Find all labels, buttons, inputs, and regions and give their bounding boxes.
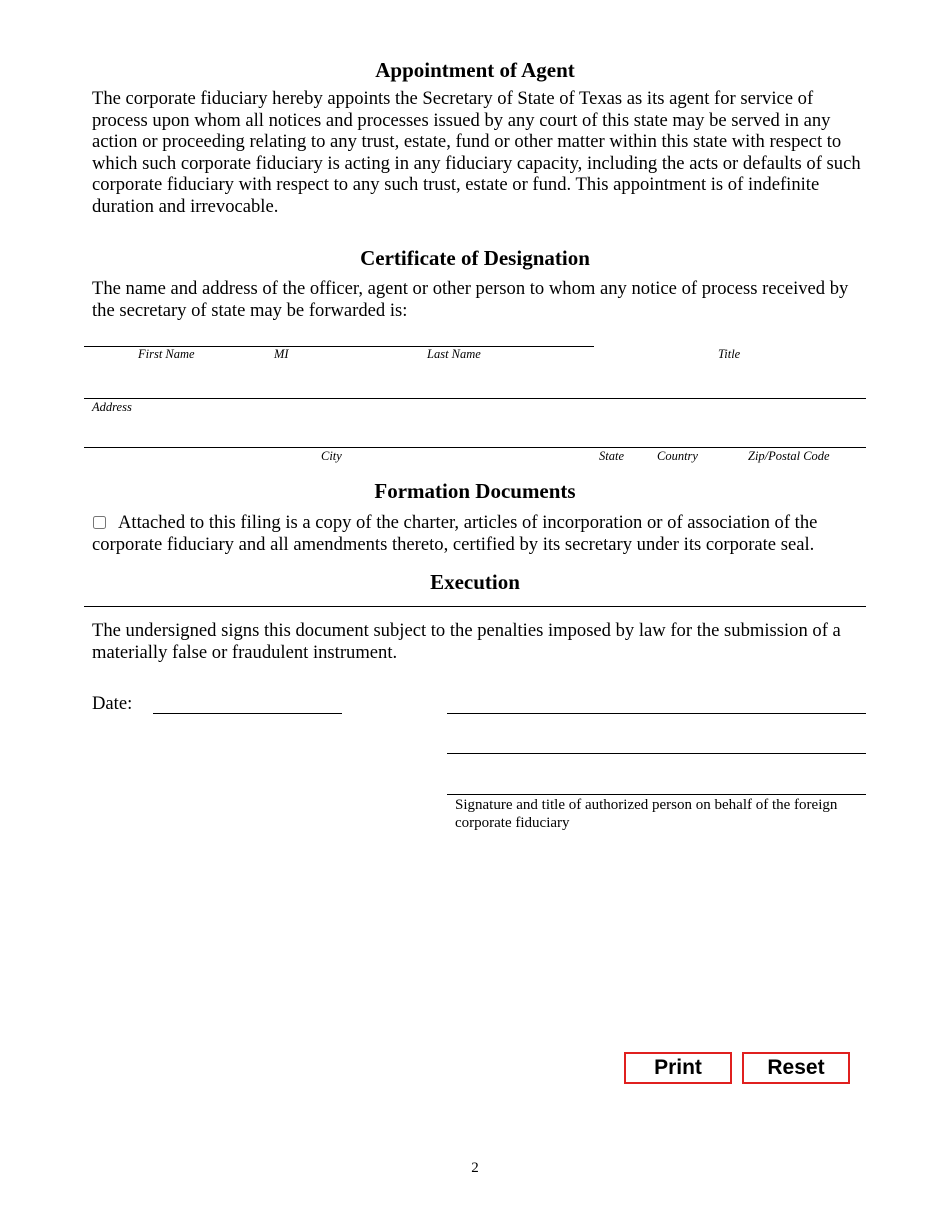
first-name-field[interactable] [86,326,264,344]
print-button[interactable]: Print [624,1052,732,1084]
signature-line-2 [447,753,866,754]
address-underline [84,398,866,399]
appointment-title: Appointment of Agent [375,58,575,82]
last-name-field[interactable] [310,326,598,344]
first-name-label: First Name [138,347,195,361]
date-label: Date: [92,693,133,714]
country-field[interactable] [646,427,740,445]
formation-title: Formation Documents [374,479,576,503]
mi-label: MI [274,347,289,361]
signature-caption: Signature and title of authorized person on behalf of the foreign corporate fiduciary [455,797,838,831]
city-field[interactable] [86,427,594,445]
designation-title: Certificate of Designation [360,246,590,270]
execution-divider [84,606,866,607]
zip-label: Zip/Postal Code [748,449,830,463]
city-label: City [321,449,342,463]
page-number: 2 [471,1160,479,1176]
mi-field[interactable] [262,326,310,344]
title-field[interactable] [600,326,870,344]
title-label: Title [718,347,741,361]
country-label: Country [657,449,698,463]
execution-title: Execution [430,570,520,594]
date-underline [153,713,342,714]
address-field[interactable] [86,378,870,396]
signature-line-3 [447,794,866,795]
execution-text: The undersigned signs this document subject to the penalties imposed by law for the submission of a materially false or fraudulent instrument. [92,620,841,663]
city-underline [84,447,866,448]
appointment-text: The corporate fiduciary hereby appoints the Secretary of State of Texas as its agent for service of process upon whom all notices and processes issued by any court of this state may be served in any action or proceeding relating to any trust, estate, fund or other matter within this state with respect to which such corporate fiduciary is acting in any fiduciary capacity, including the acts or defaults of such corporate fiduciary with respect to any such trust, estate or fund. This appointment is of indefinite duration and irrevocable. [92,88,861,217]
zip-field[interactable] [738,427,870,445]
designation-text: The name and address of the officer, agent or other person to whom any notice of process received by the secretary of state may be forwarded is: [92,278,849,321]
address-label: Address [92,400,132,414]
state-label: State [599,449,624,463]
reset-button[interactable]: Reset [742,1052,850,1084]
signature-line-1 [447,713,866,714]
date-field[interactable] [154,692,348,712]
last-name-label: Last Name [427,347,481,361]
state-field[interactable] [590,427,648,445]
formation-checkbox-text [92,512,867,555]
formation-checkbox-label: Attached to this filing is a copy of the charter, articles of incorporation or of association of the corporate fiduciary and all amendments thereto, certified by its secretary under its corporate seal. [92,512,818,555]
